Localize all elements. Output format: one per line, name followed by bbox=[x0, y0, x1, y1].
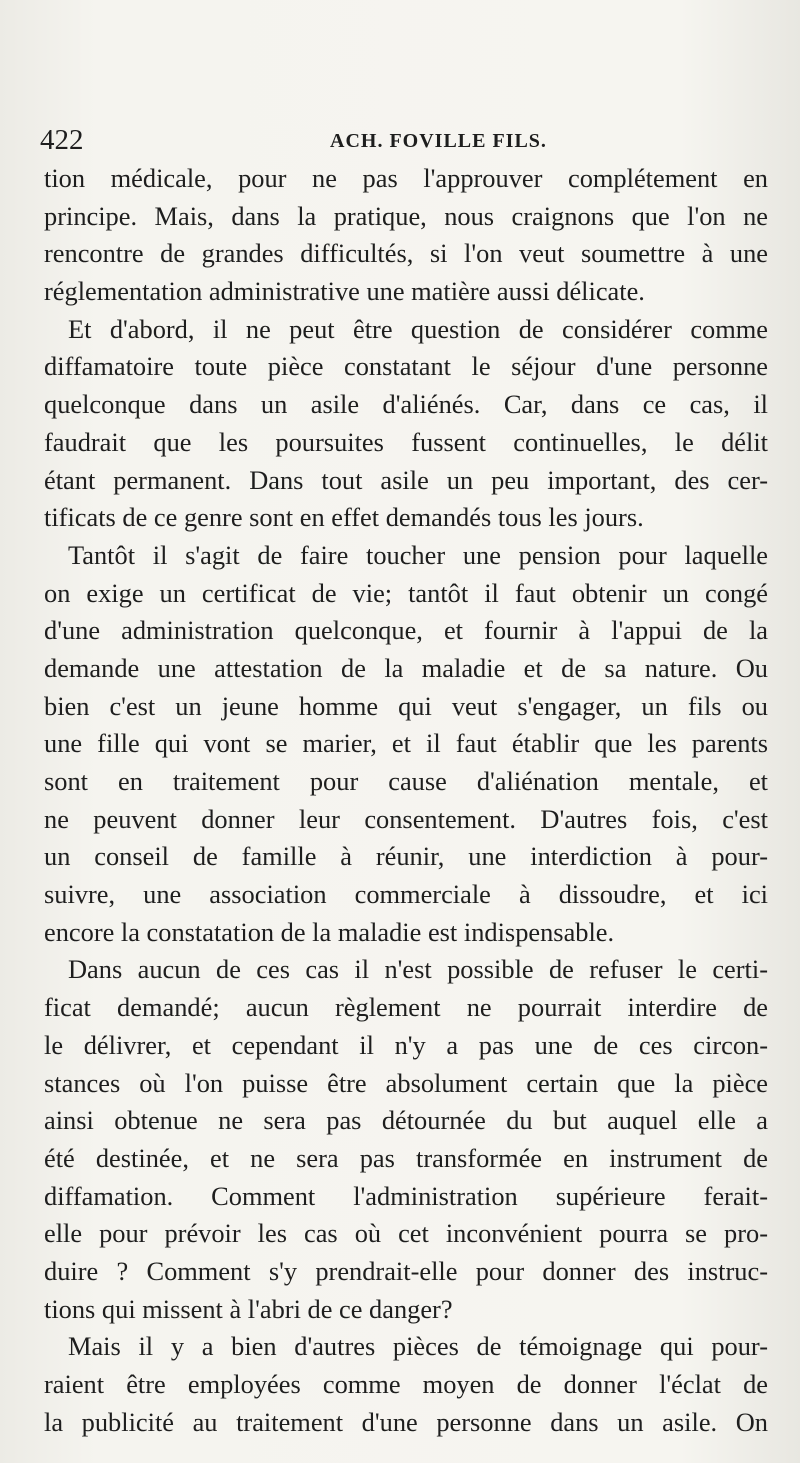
text-line: stances où l'on puisse être absolument certain que la pièce bbox=[44, 1067, 768, 1098]
text-line: ne peuvent donner leur consentement. D'autres fois, c'est bbox=[44, 803, 768, 834]
text-line: duire ? Comment s'y prendrait-elle pour donner des instruc- bbox=[44, 1255, 768, 1286]
text-line: tion médicale, pour ne pas l'approuver complétement en bbox=[44, 163, 768, 193]
text-line: encore la constatation de la maladie est indispensable. bbox=[44, 916, 615, 947]
page-header bbox=[40, 124, 760, 158]
text-line: quelconque dans un asile d'aliénés. Car, dans ce cas, il bbox=[44, 389, 768, 420]
text-line: ficat demandé; aucun règlement ne pourrait interdire de bbox=[44, 992, 768, 1023]
text-line: bien c'est un jeune homme qui veut s'engager, un fils ou bbox=[44, 690, 768, 721]
text-line: Et d'abord, il ne peut être question de considérer comme bbox=[68, 313, 768, 344]
text-line: le délivrer, et cependant il n'y a pas une de ces circon- bbox=[44, 1029, 768, 1060]
text-line: ainsi obtenue ne sera pas détournée du but auquel elle a bbox=[44, 1105, 768, 1136]
text-line: elle pour prévoir les cas où cet inconvénient pourra se pro- bbox=[44, 1218, 768, 1249]
text-line: principe. Mais, dans la pratique, nous craignons que l'on ne bbox=[44, 200, 768, 231]
text-line: été destinée, et ne sera pas transformée en instrument de bbox=[44, 1142, 768, 1173]
text-line: réglementation administrative une matière aussi délicate. bbox=[44, 276, 645, 307]
text-line: suivre, une association commerciale à dissoudre, et ici bbox=[44, 879, 768, 910]
text-line: tificats de ce genre sont en effet demandés tous les jours. bbox=[44, 502, 644, 533]
text-line: on exige un certificat de vie; tantôt il faut obtenir un congé bbox=[44, 577, 768, 608]
text-line: une fille qui vont se marier, et il faut établir que les parents bbox=[44, 728, 768, 759]
text-line: la publicité au traitement d'une personne dans un asile. On bbox=[44, 1406, 768, 1437]
text-line: diffamation. Comment l'administration supérieure ferait- bbox=[44, 1180, 768, 1211]
text-line: rencontre de grandes difficultés, si l'on veut soumettre à une bbox=[44, 238, 768, 269]
text-line: Mais il y a bien d'autres pièces de témoignage qui pour- bbox=[68, 1331, 768, 1362]
text-line: Tantôt il s'agit de faire toucher une pension pour laquelle bbox=[68, 539, 768, 570]
text-line: tions qui missent à l'abri de ce danger? bbox=[44, 1293, 453, 1324]
text-line: demande une attestation de la maladie et de sa nature. Ou bbox=[44, 652, 768, 683]
text-line: faudrait que les poursuites fussent continuelles, le délit bbox=[44, 426, 768, 457]
text-line: un conseil de famille à réunir, une interdiction à pour- bbox=[44, 841, 768, 872]
running-head: ACH. FOVILLE FILS. bbox=[330, 130, 547, 152]
text-line: diffamatoire toute pièce constatant le séjour d'une personne bbox=[44, 351, 768, 382]
page-number: 422 bbox=[40, 124, 84, 156]
text-line: d'une administration quelconque, et fournir à l'appui de la bbox=[44, 615, 768, 646]
text-line: sont en traitement pour cause d'aliénation mentale, et bbox=[44, 766, 768, 796]
text-line: raient être employées comme moyen de donner l'éclat de bbox=[44, 1369, 768, 1399]
text-line: étant permanent. Dans tout asile un peu important, des cer- bbox=[44, 464, 768, 495]
text-line: Dans aucun de ces cas il n'est possible de refuser le certi- bbox=[68, 954, 768, 985]
body-text bbox=[44, 160, 768, 1441]
